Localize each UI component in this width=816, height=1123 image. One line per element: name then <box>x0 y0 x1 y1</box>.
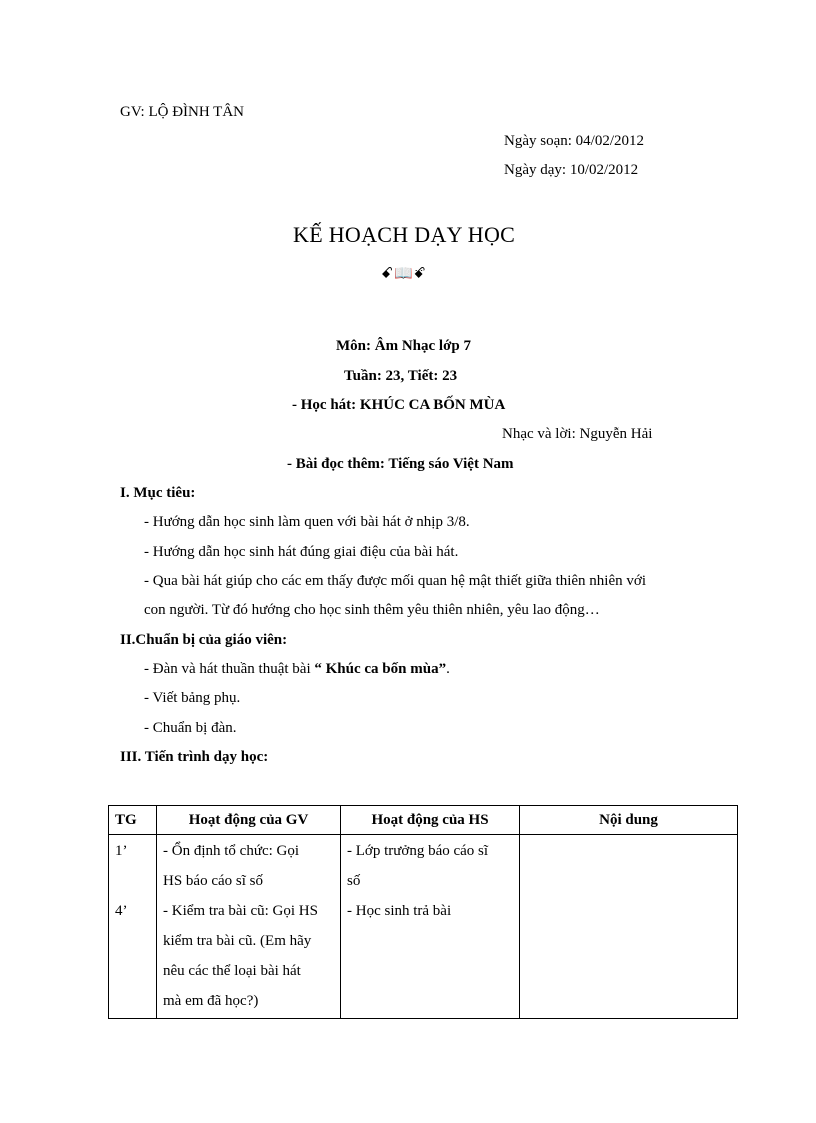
col-header-teacher: Hoạt động của GV <box>157 806 341 835</box>
teacher-name: GV: LỘ ĐÌNH TÂN <box>120 104 245 120</box>
composer-line: Nhạc và lời: Nguyễn Hải <box>502 426 653 442</box>
preparation-item-period: . <box>446 661 450 677</box>
time-value: 1’ <box>115 843 128 859</box>
teacher-activity-cell <box>157 835 341 1019</box>
process-heading: III. Tiến trình dạy học: <box>120 749 269 765</box>
teach-date: Ngày dạy: 10/02/2012 <box>504 162 639 178</box>
teacher-activity-line: HS báo cáo sĩ số <box>163 873 263 889</box>
preparation-item-text: - Đàn và hát thuần thuật bài <box>144 661 315 677</box>
lesson-plan-table <box>108 805 738 1019</box>
preparation-item: - Viết bảng phụ. <box>144 690 241 706</box>
student-activity-line: - Học sinh trả bài <box>347 903 452 919</box>
prep-date: Ngày soạn: 04/02/2012 <box>504 133 644 149</box>
objective-item: con người. Từ đó hướng cho học sinh thêm yêu thiên nhiên, yêu lao động… <box>144 602 600 618</box>
teacher-activity-line: - Kiểm tra bài cũ: Gọi HS <box>163 903 318 919</box>
song-line: - Học hát: KHÚC CA BỐN MÙA <box>292 397 506 413</box>
col-header-time: TG <box>109 806 157 835</box>
week-period-line: Tuần: 23, Tiết: 23 <box>344 368 458 384</box>
objectives-heading: I. Mục tiêu: <box>120 485 196 501</box>
teacher-activity-line: kiểm tra bài cũ. (Em hãy <box>163 933 312 949</box>
col-header-student: Hoạt động của HS <box>341 806 520 835</box>
student-activity-cell <box>341 835 520 1019</box>
preparation-item <box>144 661 450 678</box>
page-title: KẾ HOẠCH DẠY HỌC <box>293 222 516 247</box>
content-cell <box>520 835 738 1019</box>
preparation-item: - Chuẩn bị đàn. <box>144 720 237 736</box>
time-cell <box>109 835 157 1019</box>
teacher-activity-line: nêu các thể loại bài hát <box>163 963 301 979</box>
book-ornament-icon: ꗃ📖ꗄ <box>381 266 427 282</box>
preparation-heading: II.Chuẩn bị của giáo viên: <box>120 632 288 648</box>
table-header-row <box>109 806 738 835</box>
song-title-quote: “ Khúc ca bốn mùa” <box>314 661 447 677</box>
student-activity-line: số <box>347 873 361 889</box>
teacher-activity-line: mà em đã học?) <box>163 993 259 1009</box>
subject-line: Môn: Âm Nhạc lớp 7 <box>336 338 471 354</box>
time-spacer <box>115 866 150 896</box>
reading-line: - Bài đọc thêm: Tiếng sáo Việt Nam <box>287 456 514 472</box>
teacher-activity-line: - Ổn định tổ chức: Gọi <box>163 843 300 859</box>
time-value: 4’ <box>115 903 128 919</box>
student-activity-line: - Lớp trưởng báo cáo sĩ <box>347 843 489 859</box>
objective-item: - Hướng dẫn học sinh làm quen với bài hát ở nhịp 3/8. <box>144 514 470 530</box>
table-row <box>109 835 738 1019</box>
objective-item: - Hướng dẫn học sinh hát đúng giai điệu của bài hát. <box>144 544 459 560</box>
objective-item: - Qua bài hát giúp cho các em thấy được mối quan hệ mật thiết giữa thiên nhiên với <box>144 573 646 589</box>
col-header-content: Nội dung <box>520 806 738 835</box>
